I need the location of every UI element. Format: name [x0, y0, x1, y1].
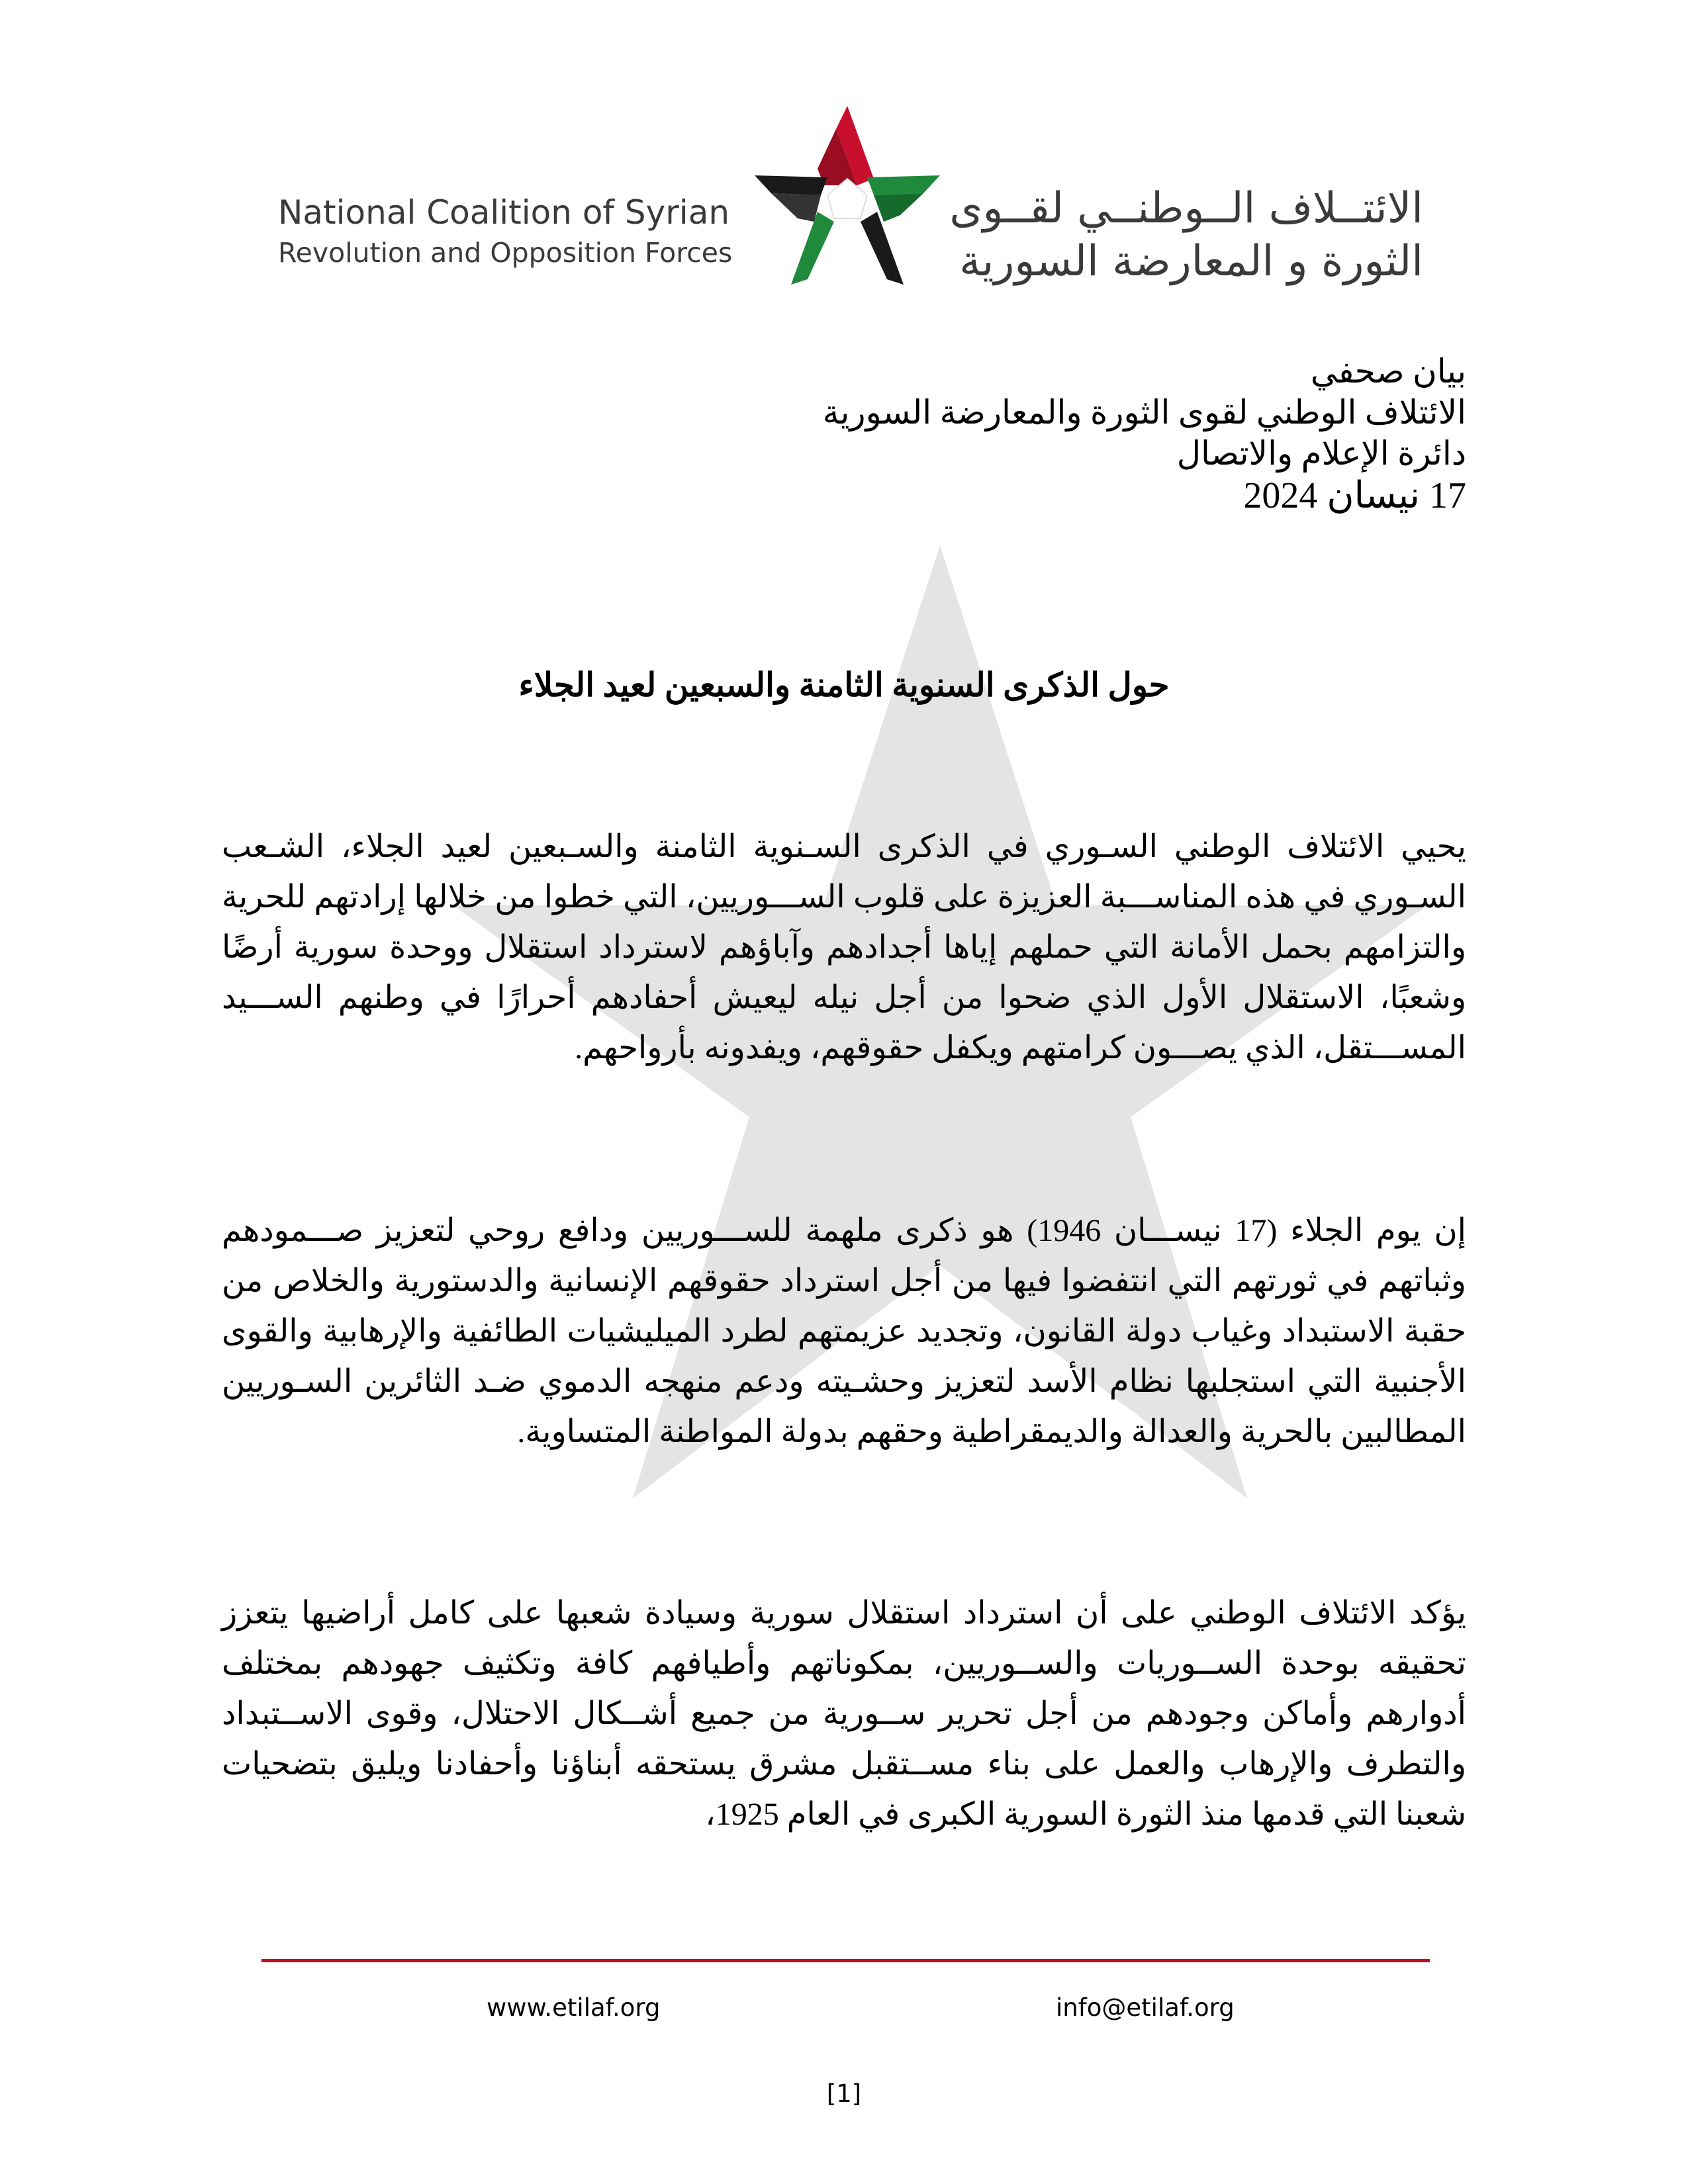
issuing-organization: الائتلاف الوطني لقوى الثورة والمعارضة السورية: [822, 394, 1466, 431]
paragraph-3: يؤكد الائتلاف الوطني على أن استرداد استقلال سورية وسيادة شعبها على كامل أراضيها يتعزز تحقيقه بوحدة الســوريات والســوريين، بمكوناتهم وأطيافهم كافة وتكثيف جهودهم بمختلف أدوارهم وأماكن وجودهم من أجل تحرير ســورية من جميع أشــكال الاحتلال، وقوى الاســتبداد والتطرف والإرهاب والعمل على بناء مســتقبل مشرق يستحقه أبناؤنا وأحفادنا ويليق بتضحيات شعبنا التي قدمها منذ الثورة السورية الكبرى في العام 1925،: [222, 1596, 1467, 1832]
org-name-english-line2: Revolution and Opposition Forces: [278, 237, 733, 269]
org-name-arabic-line1: الائتــلاف الــوطنــي لقــوى: [949, 184, 1423, 233]
document-type: بيان صحفي: [1310, 353, 1466, 390]
footer-divider: [261, 1959, 1430, 1962]
paragraph-1: يحيي الائتلاف الوطني السـوري في الذكرى السـنوية الثامنة والسـبعين لعيد الجلاء، الشـعب السـوري في هذه المناســـبة العزيزة على قلوب الســـوريين، التي خطوا من خلالها إرادتهم للحرية والتزامهم بحمل الأمانة التي حملهم إياها أجدادهم وآباؤهم لاسترداد استقلال ووحدة سورية أرضًا وشعبًا، الاستقلال الأول الذي ضحوا من أجل نيله ليعيش أحفادهم أحرارًا في وطنهم الســـيد المســـتقل، الذي يصـــون كرامتهم ويكفل حقوقهم، ويفدونه بأرواحهم.: [222, 829, 1466, 1066]
letter-meta: [539, 351, 1466, 518]
org-name-arabic: [947, 182, 1423, 288]
statement-title: حول الذكرى السنوية الثامنة والسبعين لعيد الجلاء: [518, 666, 1170, 704]
org-name-english-line1: National Coalition of Syrian: [278, 193, 730, 232]
issuing-department: دائرة الإعلام والاتصال: [1176, 435, 1466, 472]
document-date: 17 نيسان 2024: [1243, 475, 1466, 516]
star-logo-icon: [751, 106, 943, 288]
email-link[interactable]: info@etilaf.org: [1056, 1993, 1235, 2022]
paragraph-2: إن يوم الجلاء (17 نيســـان 1946) هو ذكرى ملهمة للســـوريين ودافع روحي لتعزيز صـــمودهم وثباتهم في ثورتهم التي انتفضوا فيها من أجل استرداد حقوقهم الإنسانية والدستورية والخلاص من حقبة الاستبداد وغياب دولة القانون، وتجديد عزيمتهم لطرد الميليشيات الطائفية والإرهابية والقوى الأجنبية التي استجلبها نظام الأسد لتعزيز وحشـيته ودعم منهجه الدموي ضـد الثائرين السـوريين المطالبين بالحرية والعدالة والديمقراطية وحقهم بدولة المواطنة المتساوية.: [222, 1213, 1467, 1449]
website-link[interactable]: www.etilaf.org: [487, 1993, 661, 2022]
page-number: [1]: [826, 2079, 862, 2108]
org-name-english: [278, 191, 741, 271]
org-name-arabic-line2: الثورة و المعارضة السورية: [959, 237, 1423, 286]
